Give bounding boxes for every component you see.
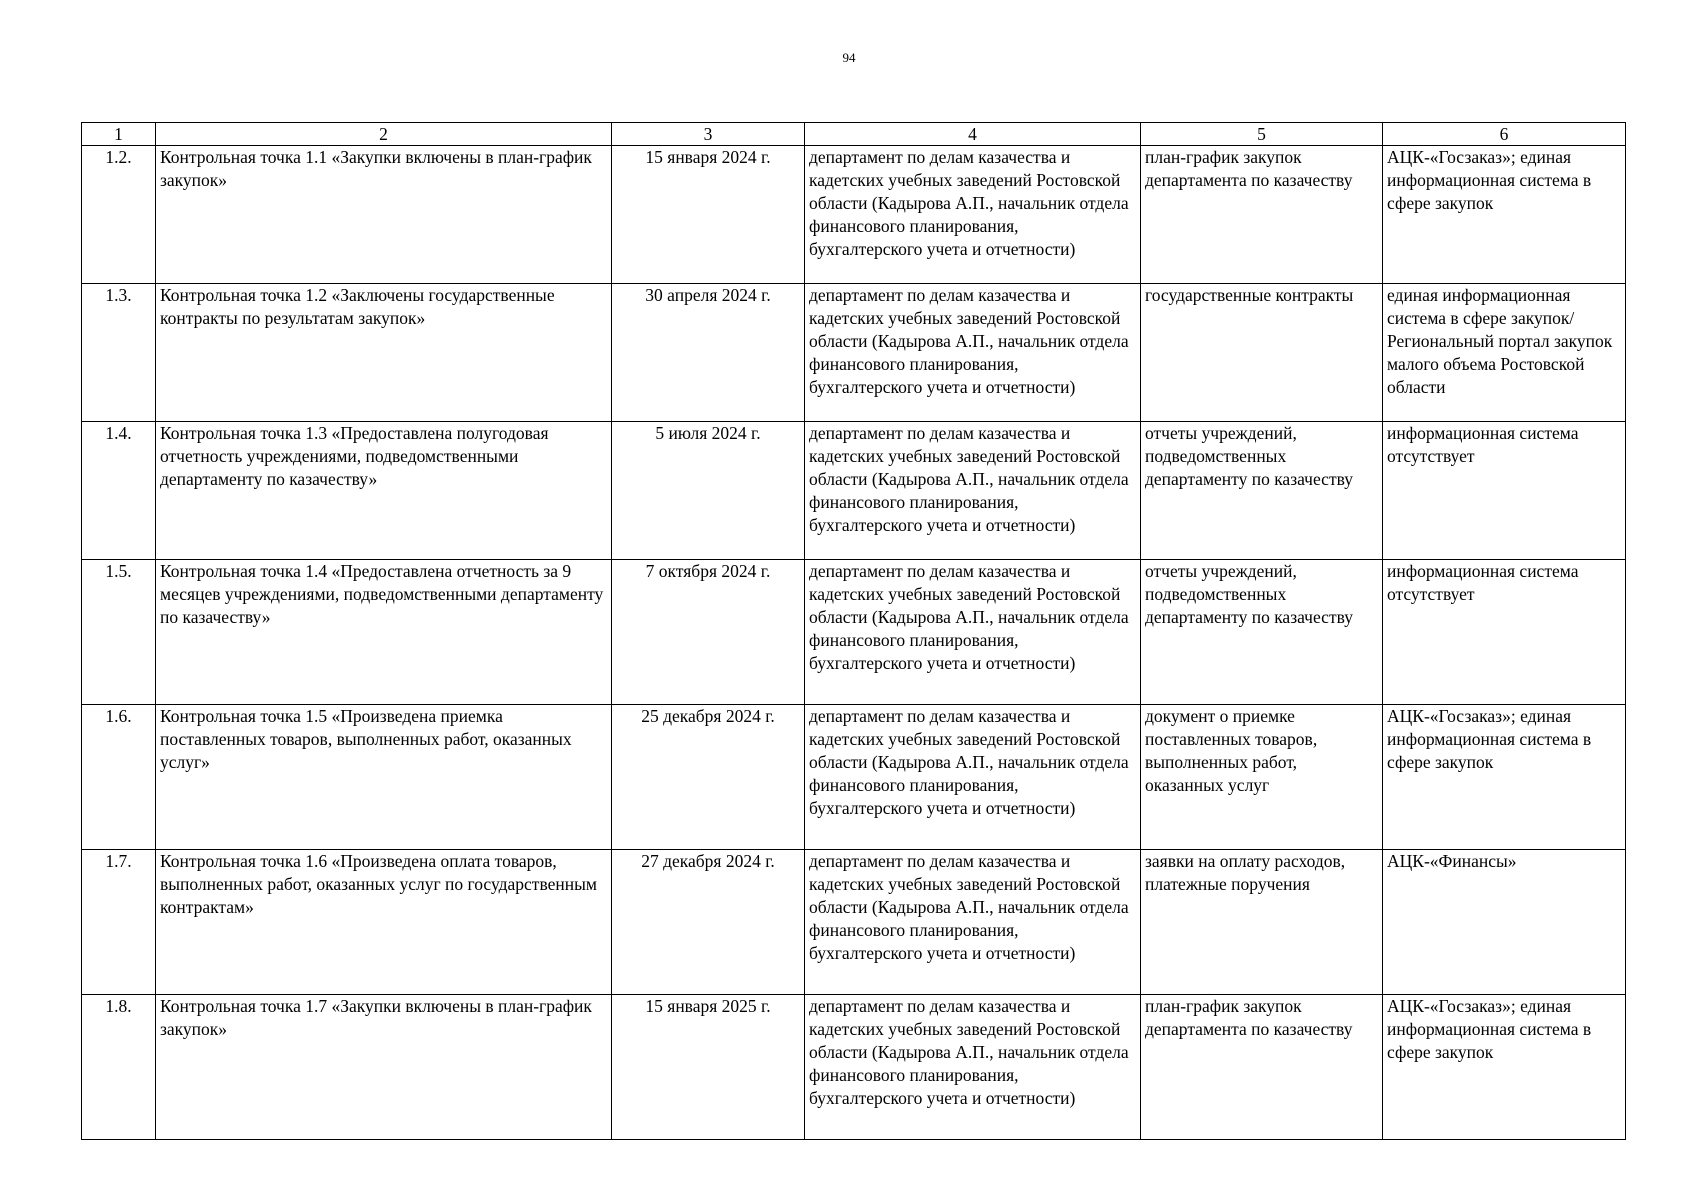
control-point-name: Контрольная точка 1.7 «Закупки включены в план-график закупок» — [156, 995, 612, 1140]
control-point-name: Контрольная точка 1.6 «Произведена оплата товаров, выполненных работ, оказанных услуг по государственным контрактам» — [156, 850, 612, 995]
information-system: информационная система отсутствует — [1383, 560, 1626, 705]
responsible-executor: департамент по делам казачества и кадетских учебных заведений Ростовской области (Кадырова А.П., начальник отдела финансового планирования, бухгалтерского учета и отчетности) — [805, 284, 1141, 422]
control-point-date: 25 декабря 2024 г. — [612, 705, 805, 850]
header-col-4: 4 — [805, 123, 1141, 146]
information-system: АЦК-«Госзаказ»; единая информационная система в сфере закупок — [1383, 995, 1626, 1140]
control-point-date: 27 декабря 2024 г. — [612, 850, 805, 995]
responsible-executor: департамент по делам казачества и кадетских учебных заведений Ростовской области (Кадырова А.П., начальник отдела финансового планирования, бухгалтерского учета и отчетности) — [805, 422, 1141, 560]
row-number: 1.8. — [82, 995, 156, 1140]
table-row — [82, 560, 1626, 705]
confirming-document: отчеты учреждений, подведомственных департаменту по казачеству — [1141, 422, 1383, 560]
control-point-date: 7 октября 2024 г. — [612, 560, 805, 705]
information-system: АЦК-«Финансы» — [1383, 850, 1626, 995]
row-number: 1.2. — [82, 146, 156, 284]
row-number: 1.3. — [82, 284, 156, 422]
control-point-date: 5 июля 2024 г. — [612, 422, 805, 560]
control-points-table — [81, 122, 1626, 1140]
confirming-document: отчеты учреждений, подведомственных департаменту по казачеству — [1141, 560, 1383, 705]
confirming-document: план-график закупок департамента по казачеству — [1141, 146, 1383, 284]
row-number: 1.4. — [82, 422, 156, 560]
information-system: информационная система отсутствует — [1383, 422, 1626, 560]
table-row — [82, 995, 1626, 1140]
control-point-name: Контрольная точка 1.3 «Предоставлена полугодовая отчетность учреждениями, подведомственными департаменту по казачеству» — [156, 422, 612, 560]
responsible-executor: департамент по делам казачества и кадетских учебных заведений Ростовской области (Кадырова А.П., начальник отдела финансового планирования, бухгалтерского учета и отчетности) — [805, 705, 1141, 850]
information-system: АЦК-«Госзаказ»; единая информационная система в сфере закупок — [1383, 705, 1626, 850]
table-row — [82, 146, 1626, 284]
row-number: 1.5. — [82, 560, 156, 705]
header-col-1: 1 — [82, 123, 156, 146]
confirming-document: государственные контракты — [1141, 284, 1383, 422]
confirming-document: заявки на оплату расходов, платежные поручения — [1141, 850, 1383, 995]
control-point-name: Контрольная точка 1.1 «Закупки включены в план-график закупок» — [156, 146, 612, 284]
control-point-name: Контрольная точка 1.5 «Произведена приемка поставленных товаров, выполненных работ, оказанных услуг» — [156, 705, 612, 850]
confirming-document: план-график закупок департамента по казачеству — [1141, 995, 1383, 1140]
information-system: единая информационная система в сфере закупок/ Региональный портал закупок малого объема Ростовской области — [1383, 284, 1626, 422]
information-system: АЦК-«Госзаказ»; единая информационная система в сфере закупок — [1383, 146, 1626, 284]
header-col-6: 6 — [1383, 123, 1626, 146]
control-point-date: 30 апреля 2024 г. — [612, 284, 805, 422]
responsible-executor: департамент по делам казачества и кадетских учебных заведений Ростовской области (Кадырова А.П., начальник отдела финансового планирования, бухгалтерского учета и отчетности) — [805, 560, 1141, 705]
control-point-date: 15 января 2025 г. — [612, 995, 805, 1140]
row-number: 1.6. — [82, 705, 156, 850]
confirming-document: документ о приемке поставленных товаров, выполненных работ, оказанных услуг — [1141, 705, 1383, 850]
responsible-executor: департамент по делам казачества и кадетских учебных заведений Ростовской области (Кадырова А.П., начальник отдела финансового планирования, бухгалтерского учета и отчетности) — [805, 850, 1141, 995]
table-row — [82, 284, 1626, 422]
control-point-name: Контрольная точка 1.2 «Заключены государственные контракты по результатам закупок» — [156, 284, 612, 422]
control-point-date: 15 января 2024 г. — [612, 146, 805, 284]
table-row — [82, 850, 1626, 995]
table-row — [82, 422, 1626, 560]
table-header-row — [82, 123, 1626, 146]
row-number: 1.7. — [82, 850, 156, 995]
control-point-name: Контрольная точка 1.4 «Предоставлена отчетность за 9 месяцев учреждениями, подведомственными департаменту по казачеству» — [156, 560, 612, 705]
page-number: 94 — [842, 50, 856, 65]
header-col-3: 3 — [612, 123, 805, 146]
header-col-2: 2 — [156, 123, 612, 146]
header-col-5: 5 — [1141, 123, 1383, 146]
responsible-executor: департамент по делам казачества и кадетских учебных заведений Ростовской области (Кадырова А.П., начальник отдела финансового планирования, бухгалтерского учета и отчетности) — [805, 995, 1141, 1140]
table-row — [82, 705, 1626, 850]
responsible-executor: департамент по делам казачества и кадетских учебных заведений Ростовской области (Кадырова А.П., начальник отдела финансового планирования, бухгалтерского учета и отчетности) — [805, 146, 1141, 284]
